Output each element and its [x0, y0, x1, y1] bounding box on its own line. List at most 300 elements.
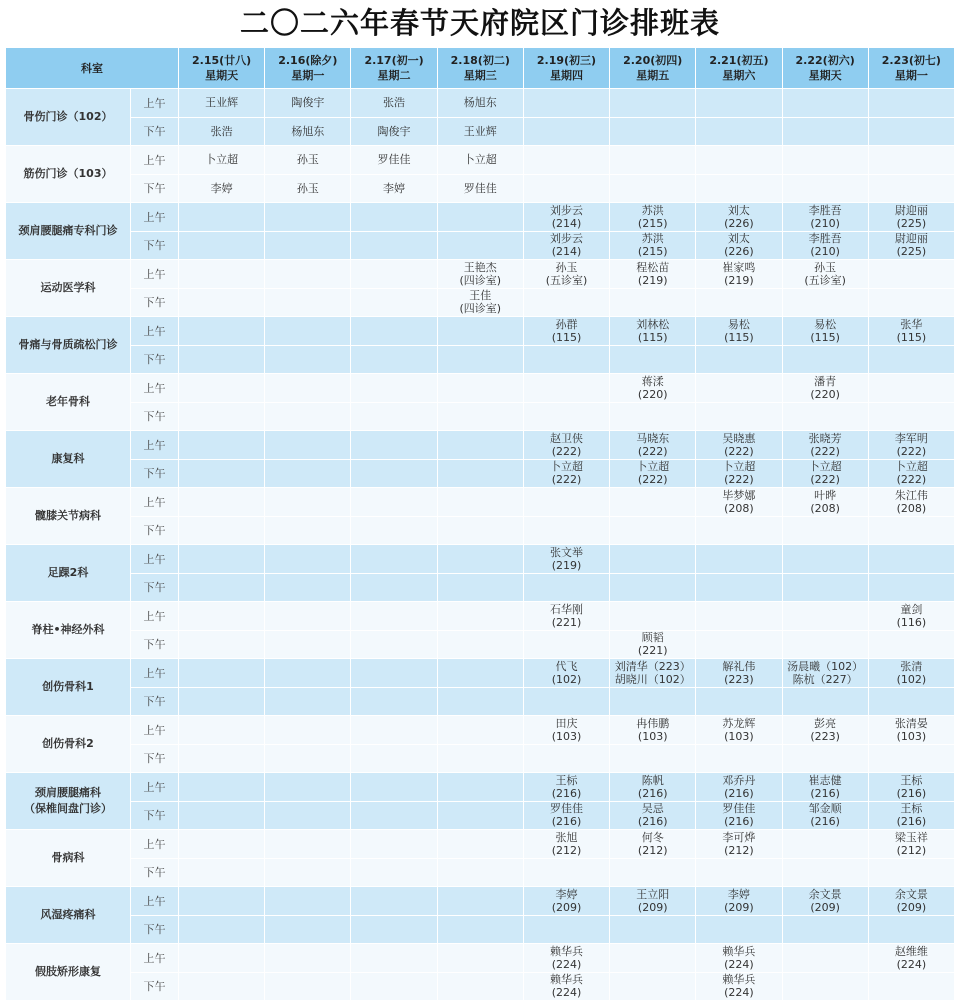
doctor-room: 朱江伟 (208) [894, 488, 928, 515]
doctor-room: 刘太 (226) [724, 232, 754, 259]
schedule-cell [179, 716, 265, 745]
schedule-cell [610, 174, 696, 203]
doctor-room [438, 887, 523, 915]
doctor-room [265, 574, 350, 602]
doctor-room [696, 374, 781, 402]
schedule-cell [179, 545, 265, 574]
doctor-room [524, 631, 609, 659]
schedule-cell [351, 288, 437, 317]
doctor-room [265, 460, 350, 488]
schedule-cell [437, 887, 523, 916]
schedule-cell [868, 516, 954, 545]
doctor-room [351, 973, 436, 1001]
schedule-cell [265, 117, 351, 146]
schedule-cell [696, 117, 782, 146]
doctor-room [351, 802, 436, 830]
schedule-cell [179, 773, 265, 802]
schedule-cell [696, 915, 782, 944]
schedule-table [5, 47, 955, 1001]
doctor-room: 杨旭东 [291, 124, 325, 138]
schedule-cell [437, 374, 523, 403]
schedule-cell [179, 602, 265, 631]
schedule-cell [868, 317, 954, 346]
schedule-cell [868, 174, 954, 203]
department-name: 颈肩腰腿痛科 （保椎间盘门诊） [6, 773, 131, 830]
schedule-row [6, 716, 955, 745]
doctor-room: 王业辉 [205, 96, 239, 110]
schedule-cell [437, 459, 523, 488]
schedule-cell [696, 488, 782, 517]
doctor-room: 张浩 [210, 124, 233, 138]
schedule-cell [523, 944, 609, 973]
schedule-cell [179, 915, 265, 944]
weekday-label: 星期一 [291, 69, 325, 82]
schedule-cell [868, 374, 954, 403]
doctor-room: 毕梦娜 (208) [722, 488, 756, 515]
date-header [610, 48, 696, 89]
schedule-row [6, 231, 955, 260]
doctor-room [783, 403, 868, 431]
schedule-cell [437, 402, 523, 431]
weekday-label: 星期五 [636, 69, 670, 82]
doctor-room [179, 232, 264, 260]
schedule-cell [265, 573, 351, 602]
schedule-cell [782, 887, 868, 916]
doctor-room [179, 602, 264, 630]
schedule-cell [179, 830, 265, 859]
doctor-room [179, 317, 264, 345]
department-name: 假肢矫形康复 [6, 944, 131, 1001]
doctor-room [783, 944, 868, 972]
schedule-cell [179, 203, 265, 232]
schedule-cell [437, 858, 523, 887]
schedule-cell [265, 516, 351, 545]
doctor-room [696, 403, 781, 431]
schedule-cell [265, 830, 351, 859]
schedule-cell [868, 146, 954, 175]
doctor-room [438, 317, 523, 345]
doctor-room [438, 631, 523, 659]
schedule-row [6, 659, 955, 688]
schedule-cell [523, 459, 609, 488]
doctor-room [179, 973, 264, 1001]
schedule-cell [351, 744, 437, 773]
schedule-cell [179, 345, 265, 374]
schedule-cell [696, 260, 782, 289]
schedule-cell [523, 288, 609, 317]
schedule-cell [179, 858, 265, 887]
doctor-room [265, 260, 350, 288]
doctor-room: 刘步云 (214) [549, 232, 583, 259]
doctor-room [351, 916, 436, 944]
schedule-cell [782, 915, 868, 944]
doctor-room [265, 289, 350, 317]
doctor-room: 李婷 [383, 181, 406, 195]
doctor-room [438, 688, 523, 716]
schedule-cell [351, 687, 437, 716]
header-row [6, 48, 955, 89]
doctor-room: 梁玉祥 (212) [894, 830, 928, 857]
doctor-room [783, 859, 868, 887]
schedule-cell [437, 203, 523, 232]
doctor-room [351, 403, 436, 431]
schedule-cell [523, 972, 609, 1001]
schedule-cell [782, 459, 868, 488]
schedule-cell [265, 545, 351, 574]
schedule-cell [782, 146, 868, 175]
doctor-room: 王标 (216) [896, 773, 927, 800]
doctor-room [869, 89, 954, 117]
date-label: 2.21(初五) [709, 54, 769, 67]
doctor-room [351, 773, 436, 801]
doctor-room: 陶俊宇 [377, 124, 411, 138]
schedule-cell [523, 516, 609, 545]
schedule-cell [610, 117, 696, 146]
department-name: 筋伤门诊（103） [6, 146, 131, 203]
doctor-room [783, 289, 868, 317]
doctor-room [524, 346, 609, 374]
schedule-cell [610, 317, 696, 346]
schedule-cell [868, 659, 954, 688]
date-label: 2.20(初四) [623, 54, 683, 67]
doctor-room [783, 146, 868, 174]
doctor-room [438, 517, 523, 545]
session-label: 下午 [131, 174, 179, 203]
schedule-cell [351, 915, 437, 944]
doctor-room: 尉迎丽 (225) [894, 203, 928, 230]
schedule-cell [868, 345, 954, 374]
doctor-room [610, 175, 695, 203]
schedule-cell [437, 944, 523, 973]
schedule-cell [265, 231, 351, 260]
date-label: 2.18(初二) [450, 54, 510, 67]
doctor-room [524, 745, 609, 773]
doctor-room: 蒋渘 (220) [637, 374, 668, 401]
doctor-room: 赖华兵 (224) [722, 973, 756, 1000]
schedule-cell [265, 174, 351, 203]
doctor-room: 代飞 (102) [551, 659, 582, 686]
doctor-room [783, 574, 868, 602]
doctor-room [610, 346, 695, 374]
schedule-cell [437, 516, 523, 545]
date-label: 2.15(廿八) [192, 54, 252, 67]
doctor-room: 苏洪 (215) [637, 203, 668, 230]
doctor-room [696, 688, 781, 716]
doctor-room [179, 688, 264, 716]
department-name: 运动医学科 [6, 260, 131, 317]
schedule-cell [523, 174, 609, 203]
department-name: 老年骨科 [6, 374, 131, 431]
date-header [265, 48, 351, 89]
session-label: 上午 [131, 146, 179, 175]
session-label: 下午 [131, 345, 179, 374]
doctor-room [351, 488, 436, 516]
doctor-room: 孙玉 [296, 181, 319, 195]
schedule-cell [351, 573, 437, 602]
schedule-cell [437, 288, 523, 317]
doctor-room [610, 118, 695, 146]
doctor-room [438, 773, 523, 801]
doctor-room [783, 830, 868, 858]
doctor-room [265, 887, 350, 915]
doctor-room: 罗佳佳 [463, 181, 497, 195]
schedule-cell [437, 89, 523, 118]
doctor-room [610, 574, 695, 602]
schedule-cell [351, 260, 437, 289]
doctor-room [351, 659, 436, 687]
schedule-cell [351, 459, 437, 488]
schedule-cell [351, 402, 437, 431]
schedule-cell [437, 830, 523, 859]
doctor-room [696, 118, 781, 146]
doctor-room [179, 545, 264, 573]
schedule-cell [696, 89, 782, 118]
weekday-label: 星期天 [808, 69, 842, 82]
session-label: 下午 [131, 630, 179, 659]
session-label: 下午 [131, 744, 179, 773]
doctor-room [783, 688, 868, 716]
doctor-room [610, 916, 695, 944]
schedule-cell [610, 488, 696, 517]
doctor-room [696, 517, 781, 545]
doctor-room: 刘清华（223） 胡晓川（102） [614, 659, 691, 686]
schedule-cell [351, 659, 437, 688]
schedule-cell [437, 716, 523, 745]
schedule-cell [782, 659, 868, 688]
department-name: 足踝2科 [6, 545, 131, 602]
doctor-room: 石华刚 (221) [549, 602, 583, 629]
doctor-room [351, 260, 436, 288]
schedule-cell [437, 659, 523, 688]
session-label: 下午 [131, 573, 179, 602]
schedule-cell [696, 459, 782, 488]
schedule-cell [265, 602, 351, 631]
schedule-cell [696, 374, 782, 403]
schedule-cell [782, 744, 868, 773]
doctor-room [524, 403, 609, 431]
doctor-room: 崔家鸣 (219) [722, 260, 756, 287]
doctor-room [524, 517, 609, 545]
schedule-cell [610, 573, 696, 602]
department-name: 颈肩腰腿痛专科门诊 [6, 203, 131, 260]
doctor-room [696, 175, 781, 203]
schedule-cell [351, 972, 437, 1001]
session-label: 上午 [131, 317, 179, 346]
doctor-room [869, 175, 954, 203]
schedule-cell [523, 716, 609, 745]
doctor-room [265, 374, 350, 402]
doctor-room: 张清 (102) [896, 659, 927, 686]
weekday-label: 星期二 [377, 69, 411, 82]
schedule-cell [782, 830, 868, 859]
schedule-row [6, 374, 955, 403]
doctor-room [524, 688, 609, 716]
doctor-room: 张文举 (219) [549, 545, 583, 572]
doctor-room [351, 745, 436, 773]
doctor-room [696, 289, 781, 317]
schedule-cell [696, 659, 782, 688]
schedule-cell [782, 972, 868, 1001]
schedule-cell [179, 687, 265, 716]
schedule-cell [610, 830, 696, 859]
schedule-cell [610, 146, 696, 175]
doctor-room [179, 403, 264, 431]
doctor-room: 卜立超 (222) [894, 460, 928, 487]
doctor-room: 苏龙辉 (103) [722, 716, 756, 743]
schedule-cell [437, 773, 523, 802]
schedule-cell [610, 944, 696, 973]
schedule-cell [179, 374, 265, 403]
doctor-room: 刘步云 (214) [549, 203, 583, 230]
schedule-cell [868, 602, 954, 631]
doctor-room [179, 260, 264, 288]
session-label: 上午 [131, 203, 179, 232]
schedule-cell [265, 488, 351, 517]
schedule-cell [868, 203, 954, 232]
doctor-room [265, 488, 350, 516]
doctor-room: 罗佳佳 [377, 153, 411, 167]
schedule-cell [265, 374, 351, 403]
schedule-cell [523, 858, 609, 887]
doctor-room: 赵卫侠 (222) [549, 431, 583, 458]
schedule-cell [696, 345, 782, 374]
doctor-room [610, 289, 695, 317]
session-label: 下午 [131, 801, 179, 830]
doctor-room: 赵维维 (224) [894, 944, 928, 971]
schedule-cell [523, 317, 609, 346]
doctor-room [351, 859, 436, 887]
weekday-label: 星期一 [894, 69, 928, 82]
doctor-room [783, 118, 868, 146]
doctor-room [351, 374, 436, 402]
schedule-cell [179, 744, 265, 773]
doctor-room: 李婷 (209) [551, 887, 582, 914]
doctor-room: 邹金顺 (216) [808, 802, 842, 829]
doctor-room: 卜立超 (222) [636, 460, 670, 487]
doctor-room [265, 745, 350, 773]
schedule-cell [179, 801, 265, 830]
date-label: 2.19(初三) [536, 54, 597, 67]
doctor-room [265, 688, 350, 716]
schedule-cell [523, 915, 609, 944]
schedule-cell [696, 402, 782, 431]
doctor-room [524, 175, 609, 203]
doctor-room [869, 374, 954, 402]
schedule-row [6, 260, 955, 289]
schedule-cell [696, 317, 782, 346]
schedule-cell [782, 231, 868, 260]
session-label: 上午 [131, 602, 179, 631]
schedule-cell [265, 659, 351, 688]
schedule-row [6, 944, 955, 973]
schedule-cell [868, 773, 954, 802]
doctor-room [696, 916, 781, 944]
schedule-cell [696, 744, 782, 773]
doctor-room [438, 232, 523, 260]
doctor-room [351, 203, 436, 231]
schedule-cell [437, 602, 523, 631]
doctor-room [524, 289, 609, 317]
doctor-room [179, 716, 264, 744]
schedule-row [6, 288, 955, 317]
doctor-room [438, 403, 523, 431]
schedule-cell [868, 545, 954, 574]
schedule-cell [265, 716, 351, 745]
schedule-cell [782, 117, 868, 146]
doctor-room [524, 916, 609, 944]
doctor-room [610, 688, 695, 716]
schedule-row [6, 801, 955, 830]
schedule-cell [610, 744, 696, 773]
schedule-cell [610, 545, 696, 574]
schedule-cell [782, 630, 868, 659]
schedule-cell [610, 801, 696, 830]
schedule-cell [523, 345, 609, 374]
date-header [437, 48, 523, 89]
schedule-cell [523, 659, 609, 688]
schedule-cell [610, 602, 696, 631]
date-header [696, 48, 782, 89]
schedule-cell [523, 89, 609, 118]
schedule-cell [523, 431, 609, 460]
doctor-room [783, 517, 868, 545]
session-label: 下午 [131, 915, 179, 944]
doctor-room [610, 745, 695, 773]
schedule-cell [610, 89, 696, 118]
schedule-cell [265, 887, 351, 916]
schedule-row [6, 317, 955, 346]
doctor-room [351, 517, 436, 545]
schedule-cell [179, 174, 265, 203]
doctor-room [265, 232, 350, 260]
schedule-cell [265, 773, 351, 802]
doctor-room [869, 517, 954, 545]
schedule-cell [868, 915, 954, 944]
schedule-cell [179, 146, 265, 175]
schedule-cell [868, 231, 954, 260]
schedule-cell [696, 630, 782, 659]
doctor-room [524, 374, 609, 402]
schedule-cell [351, 431, 437, 460]
doctor-room: 叶晔 (208) [810, 488, 840, 515]
doctor-room: 赖华兵 (224) [549, 944, 583, 971]
schedule-cell [868, 488, 954, 517]
schedule-cell [523, 801, 609, 830]
schedule-cell [696, 887, 782, 916]
schedule-cell [179, 488, 265, 517]
doctor-room [179, 460, 264, 488]
department-name: 风湿疼痛科 [6, 887, 131, 944]
schedule-cell [179, 516, 265, 545]
schedule-cell [696, 972, 782, 1001]
schedule-cell [868, 573, 954, 602]
schedule-cell [351, 345, 437, 374]
doctor-room [610, 602, 695, 630]
doctor-room [783, 89, 868, 117]
doctor-room: 王佳 (四诊室) [459, 289, 502, 316]
doctor-room: 杨旭东 [463, 96, 497, 110]
doctor-room: 王业辉 [463, 124, 497, 138]
schedule-row [6, 830, 955, 859]
schedule-row [6, 887, 955, 916]
schedule-cell [265, 687, 351, 716]
doctor-room [438, 802, 523, 830]
department-name: 骨痛与骨质疏松门诊 [6, 317, 131, 374]
doctor-room: 程松苗 (219) [636, 260, 670, 287]
doctor-room [869, 859, 954, 887]
doctor-room [265, 916, 350, 944]
schedule-cell [782, 545, 868, 574]
